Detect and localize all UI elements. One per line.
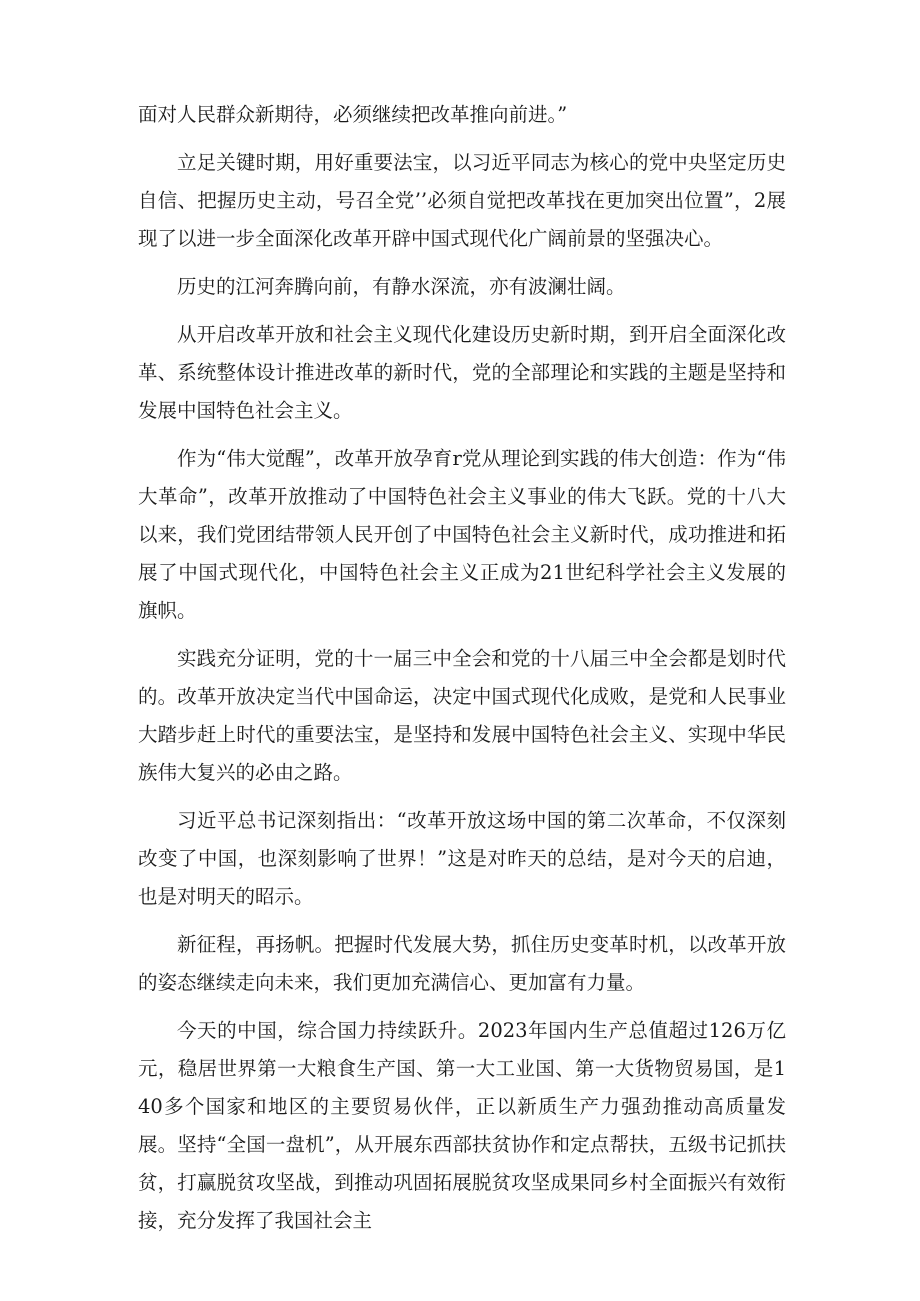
paragraph-9: 今天的中国，综合国力持续跃升。2023年国内生产总值超过126万亿元，稳居世界第一大粮食生产国、第一大工业国、第一大货物贸易国，是140多个国家和地区的主要贸易伙伴，正以新质生产力强劲推动高质量发展。坚持“全国一盘机”，从开展东西部扶贫协作和定点帮扶，五级书记抓扶贫，打赢脱贫攻坚战，到推动巩固拓展脱贫攻坚成果同乡村全面振兴有效衔接，充分发挥了我国社会主	[138, 1019, 786, 1232]
paragraph-8: 新征程，再扬帆。把握时代发展大势，抓住历史变革时机，以改革开放的姿态继续走向未来，我们更加充满信心、更加富有力量。	[138, 933, 786, 994]
paragraph-1: 面对人民群众新期待，必须继续把改革推向前进。”	[138, 103, 568, 126]
paragraph-5: 作为“伟大觉醒”，改革开放孕育r党从理论到实践的伟大创造：作为“伟大革命”，改革开放推动了中国特色社会主义事业的伟大飞跃。党的十八大以来，我们党团结带领人民开创了中国特色社会主义新时代，成功推进和拓展了中国式现代化，中国特色社会主义正成为21世纪科学社会主义发展的旗帜。	[138, 447, 786, 622]
paragraph-2: 立足关键时期，用好重要法宝，以习近平同志为核心的党中央坚定历史自信、把握历史主动，号召全党’’必须自觉把改革找在更加突出位置”，2展现了以进一步全面深化改革开辟中国式现代化广阔前景的坚强决心。	[138, 151, 786, 250]
paragraph-4: 从开启改革开放和社会主义现代化建设历史新时期，到开启全面深化改革、系统整体设计推进改革的新时代，党的全部理论和实践的主题是坚持和发展中国特色社会主义。	[138, 323, 786, 422]
paragraph-6: 实践充分证明，党的十一届三中全会和党的十八届三中全会都是划时代的。改革开放决定当代中国命运，决定中国式现代化成败，是党和人民事业大踏步赶上时代的重要法宝，是坚持和发展中国特色社会主义、实现中华民族伟大复兴的必由之路。	[138, 647, 786, 784]
document-body	[138, 96, 786, 1250]
paragraph-3: 历史的江河奔腾向前，有静水深流，亦有波澜壮阔。	[177, 275, 626, 298]
paragraph-7: 习近平总书记深刻指出：“改革开放这场中国的第二次革命，不仅深刻改变了中国，也深刻影响了世界！”这是对昨天的总结，是对今天的启迪，也是对明天的昭示。	[138, 809, 786, 908]
